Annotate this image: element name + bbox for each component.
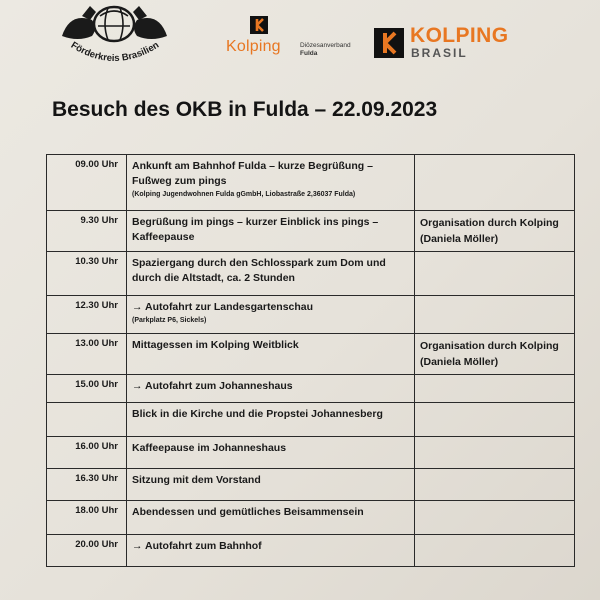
schedule-activity-cell bbox=[127, 403, 415, 437]
schedule-activity: Blick in die Kirche und die Propstei Johannesberg bbox=[132, 408, 383, 420]
schedule-organization bbox=[415, 469, 575, 501]
schedule-body bbox=[47, 155, 575, 567]
schedule-row bbox=[47, 334, 575, 375]
schedule-activity-cell bbox=[127, 469, 415, 501]
schedule-activity-line bbox=[132, 505, 409, 520]
schedule-row bbox=[47, 469, 575, 501]
schedule-time: 12.30 Uhr bbox=[47, 296, 127, 334]
schedule-time: 16.00 Uhr bbox=[47, 437, 127, 469]
arrow-right-icon: → bbox=[132, 301, 143, 313]
hands-holding-globe-icon bbox=[52, 2, 177, 70]
schedule-activity-line bbox=[132, 379, 409, 394]
schedule-activity: Spaziergang durch den Schlosspark zum Dom und durch die Altstadt, ca. 2 Stunden bbox=[132, 257, 386, 284]
schedule-time: 9.30 Uhr bbox=[47, 211, 127, 252]
schedule-organization bbox=[415, 535, 575, 567]
schedule-activity-line bbox=[132, 215, 409, 245]
foerderkreis-brasilien-logo bbox=[52, 2, 177, 70]
schedule-time: 09.00 Uhr bbox=[47, 155, 127, 211]
schedule-activity-cell bbox=[127, 296, 415, 334]
kolping-brasil-wordmark: KOLPING bbox=[410, 24, 509, 47]
schedule-activity-line bbox=[132, 441, 409, 456]
schedule-activity-line bbox=[132, 159, 409, 189]
schedule-activity-line bbox=[132, 256, 409, 286]
schedule-row bbox=[47, 296, 575, 334]
schedule-row bbox=[47, 375, 575, 403]
schedule-activity: Autofahrt zum Bahnhof bbox=[145, 540, 262, 552]
schedule-time: 18.00 Uhr bbox=[47, 501, 127, 535]
schedule-row bbox=[47, 535, 575, 567]
schedule-row bbox=[47, 501, 575, 535]
schedule-organization bbox=[415, 155, 575, 211]
kolping-brasil-country: BRASIL bbox=[411, 46, 468, 60]
arrow-right-icon: → bbox=[132, 380, 143, 392]
schedule-activity: Autofahrt zum Johanneshaus bbox=[145, 380, 293, 392]
kolping-brasil-logo bbox=[374, 22, 534, 62]
schedule-time: 10.30 Uhr bbox=[47, 252, 127, 296]
schedule-activity-line bbox=[132, 539, 409, 554]
schedule-row bbox=[47, 155, 575, 211]
schedule-organization: Organisation durch Kolping (Daniela Möller) bbox=[415, 211, 575, 252]
schedule-time: 16.30 Uhr bbox=[47, 469, 127, 501]
schedule-activity-cell bbox=[127, 211, 415, 252]
schedule-row bbox=[47, 403, 575, 437]
schedule-row bbox=[47, 437, 575, 469]
schedule-activity-cell bbox=[127, 501, 415, 535]
schedule-activity-line bbox=[132, 338, 409, 353]
schedule-activity-note: (Kolping Jugendwohnen Fulda gGmbH, Liobastraße 2,36037 Fulda) bbox=[132, 191, 356, 198]
schedule-activity-line bbox=[132, 300, 409, 315]
kolping-wordmark: Kolping bbox=[226, 38, 281, 55]
schedule-row bbox=[47, 252, 575, 296]
schedule-activity-cell bbox=[127, 535, 415, 567]
schedule-activity: Abendessen und gemütliches Beisammensein bbox=[132, 506, 364, 518]
kolping-subtitle bbox=[300, 42, 351, 58]
kolping-fulda-logo bbox=[222, 14, 362, 64]
schedule-organization bbox=[415, 296, 575, 334]
schedule-activity: Ankunft am Bahnhof Fulda – kurze Begrüßung – Fußweg zum pings bbox=[132, 160, 373, 187]
foerderkreis-arc-text: Förderkreis Brasilien bbox=[68, 39, 162, 65]
schedule-activity-cell bbox=[127, 437, 415, 469]
schedule-activity: Autofahrt zur Landesgartenschau bbox=[145, 301, 314, 313]
schedule-time: 15.00 Uhr bbox=[47, 375, 127, 403]
kolping-k-mark-icon bbox=[250, 16, 268, 34]
schedule-row bbox=[47, 211, 575, 252]
schedule-activity-cell bbox=[127, 334, 415, 375]
svg-text:Förderkreis Brasilien bbox=[69, 40, 161, 65]
schedule-activity-cell bbox=[127, 252, 415, 296]
schedule-organization: Organisation durch Kolping (Daniela Möller) bbox=[415, 334, 575, 375]
schedule-activity: Kaffeepause im Johanneshaus bbox=[132, 442, 287, 454]
schedule-activity: Begrüßung im pings – kurzer Einblick ins pings – Kaffeepause bbox=[132, 216, 379, 243]
document-title: Besuch des OKB in Fulda – 22.09.2023 bbox=[52, 98, 438, 121]
schedule-activity-line bbox=[132, 407, 409, 422]
schedule-organization bbox=[415, 252, 575, 296]
schedule-organization bbox=[415, 501, 575, 535]
arrow-right-icon: → bbox=[132, 540, 143, 552]
kolping-k-mark-icon bbox=[374, 28, 404, 58]
schedule-activity: Mittagessen im Kolping Weitblick bbox=[132, 339, 299, 351]
schedule-activity-cell bbox=[127, 375, 415, 403]
schedule-organization bbox=[415, 437, 575, 469]
kolping-subtitle-line1: Diözesanverband bbox=[300, 42, 351, 49]
kolping-subtitle-line2: Fulda bbox=[300, 50, 318, 57]
schedule-time bbox=[47, 403, 127, 437]
schedule-activity-line bbox=[132, 473, 409, 488]
schedule-time: 20.00 Uhr bbox=[47, 535, 127, 567]
schedule-table bbox=[46, 154, 575, 567]
schedule-organization bbox=[415, 375, 575, 403]
schedule-activity: Sitzung mit dem Vorstand bbox=[132, 474, 261, 486]
schedule-time: 13.00 Uhr bbox=[47, 334, 127, 375]
schedule-activity-cell bbox=[127, 155, 415, 211]
schedule-organization bbox=[415, 403, 575, 437]
schedule-activity-note: (Parkplatz P6, Sickels) bbox=[132, 317, 207, 324]
